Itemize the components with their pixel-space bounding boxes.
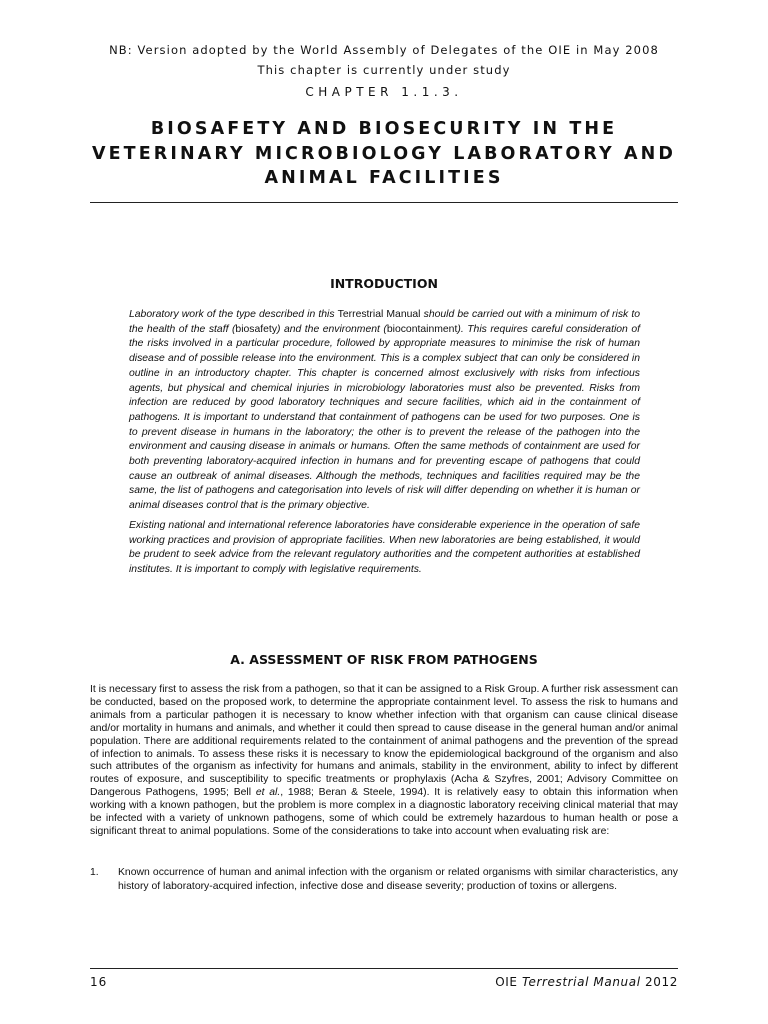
term-biosafety: biosafety (235, 323, 278, 335)
intro-text-3: ) and the environment ( (277, 323, 387, 335)
page-number: 16 (90, 975, 108, 989)
chapter-title: BIOSAFETY AND BIOSECURITY IN THE VETERINARY MICROBIOLOGY LABORATORY AND ANIMAL FACILITIES (91, 119, 677, 188)
footer-publisher: OIE (495, 975, 523, 989)
chapter-number: CHAPTER 1.1.3. (305, 85, 463, 99)
list-item-text: Known occurrence of human and animal infection with the organism or related organisms with similar characteristics, any history of laboratory-acquired infection, infective dose and disease severity; production of toxins or allergens. (118, 867, 678, 892)
footer-year: 2012 (640, 975, 678, 989)
section-a-paragraph (90, 684, 678, 839)
footer-divider (90, 968, 678, 969)
footer-manual: Terrestrial Manual (522, 975, 641, 989)
intro-text-1: Laboratory work of the type described in this (129, 309, 338, 320)
intro-text-2: should be carried out with a minimum of risk to the health of the staff ( (129, 309, 641, 335)
list-item (90, 866, 678, 893)
footer-source (495, 975, 678, 989)
introduction-heading: INTRODUCTION (330, 276, 438, 291)
introduction-block (129, 308, 640, 583)
section-a-text-2: , 1988; Beran & Steele, 1994). It is relatively easy to obtain this information when working with a known pathogen, but the problem is more complex in a diagnostic laboratory receiving clinical material that may be infected with a variety of unknown pathogens, some of which could be extremely hazardous to human health or pose a significant threat to animal populations. Some of the considerations to take into account when evaluating risk are: (90, 787, 679, 837)
citation-et-al: et al. (255, 787, 281, 799)
study-note: This chapter is currently under study (257, 63, 511, 77)
list-item-number: 1. (90, 867, 99, 878)
section-a-heading: A. ASSESSMENT OF RISK FROM PATHOGENS (230, 652, 538, 667)
manual-name: Terrestrial Manual (337, 309, 421, 320)
introduction-paragraph-2: Existing national and international reference laboratories have considerable experience in the operation of safe working practices and provision of appropriate facilities. When new laboratories are being established, it would be prudent to seek advice from the relevant regulatory authorities and the competent authorities at established institutes. It is important to comply with legislative requirements. (129, 519, 640, 575)
introduction-paragraph-1 (129, 308, 640, 514)
intro-text-4: ). This requires careful consideration of the risks involved in a particular procedure, followed by appropriate measures to minimise the risk of human disease and of possible release into the environment. This is a complex subject that can only be considered in outline in an introductory chapter. This chapter is concerned almost exclusively with risks from infectious agents, but physical and chemical injuries in microbiology laboratories must also be prevented. Risks from infection are reduced by good laboratory techniques and secure facilities, which aid in the containment of pathogens. It is important to understand that containment of pathogens can be used for two purposes. One is to prevent disease in humans in the laboratory; the other is to prevent the release of the pathogen into the environment and causing disease in animals or humans. Often the same methods of containment are used for both preventing laboratory-acquired infection in humans and for preventing escape of pathogens that could cause an outbreak of animal diseases. Although the methods, techniques and facilities required may be the same, the list of pathogens and categorisation into levels of risk will differ depending on whether it is human or animal diseases control that is the primary objective. (129, 323, 640, 512)
header-divider (90, 202, 678, 203)
version-note: NB: Version adopted by the World Assembly of Delegates of the OIE in May 2008 (109, 43, 659, 57)
section-a-text-1: It is necessary first to assess the risk from a pathogen, so that it can be assigned to a Risk Group. A further risk assessment can be conducted, based on the proposed work, to determine the appropriate containment level. To assess the risk to humans and animals from a particular pathogen it is necessary to know whether infection with that organism can cause clinical disease and/or mortality in humans and animals, and whether it could then spread to cause disease in the general human and/or animal population. There are additional requirements related to the containment of animal pathogens and the prevention of the spread of infection to animals. To assess these risks it is necessary to know the epidemiological background of the organism and also such attributes of the organism as infectivity for humans and animals, stability in the environment, ability to infect by different routes of exposure, and susceptibility to specific treatments or prophylaxis (Acha & Szyfres, 2001; Advisory Committee on Dangerous Pathogens, 1995; Bell (90, 684, 678, 799)
term-biocontainment: biocontainment (386, 323, 458, 335)
